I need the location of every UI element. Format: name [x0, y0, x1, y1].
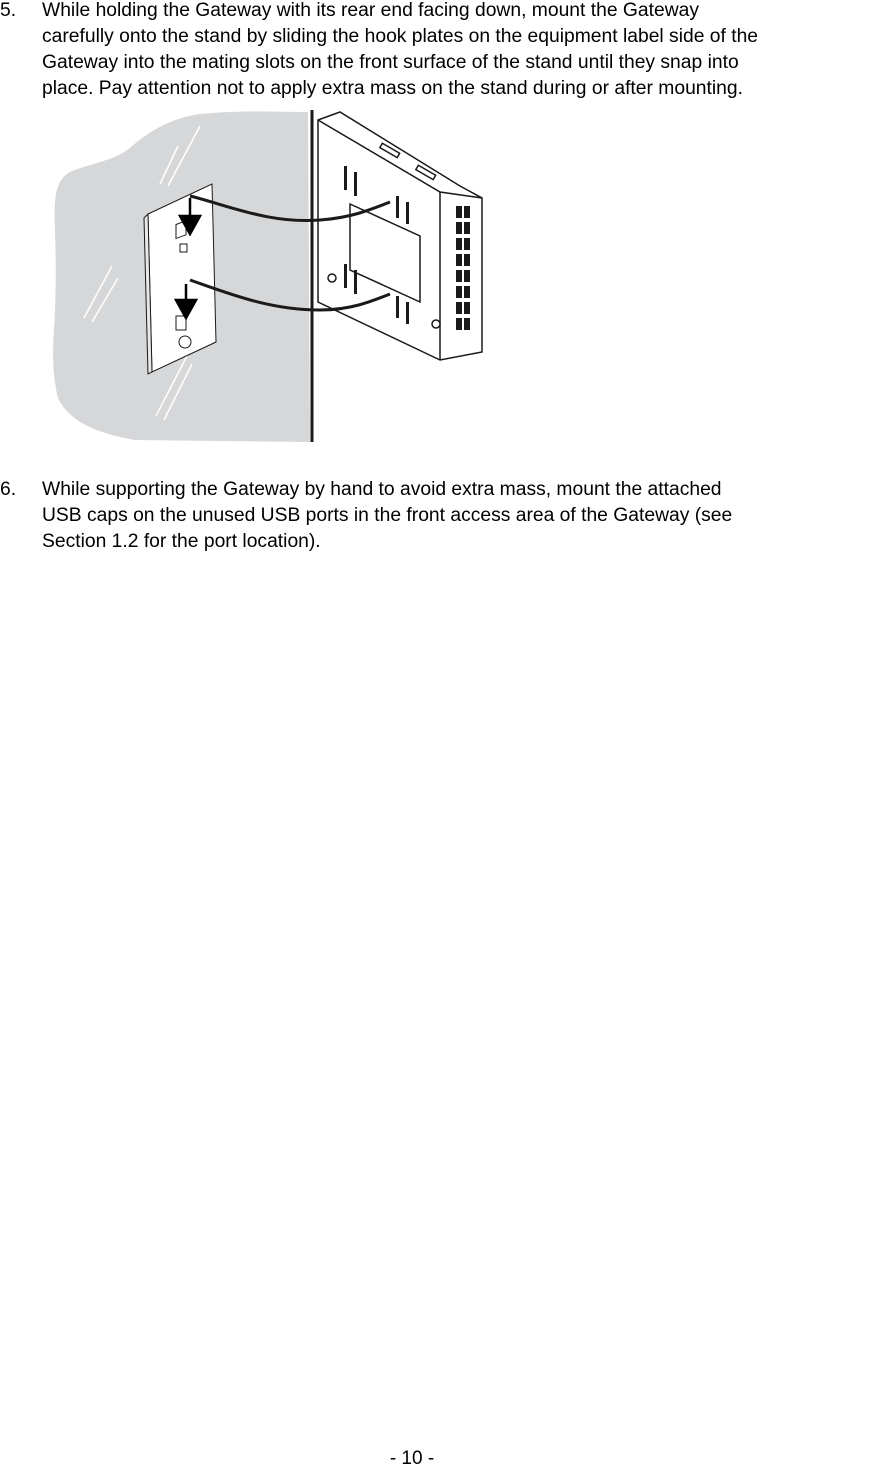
text-line: USB caps on the unused USB ports in the front access area of the Gateway (see: [42, 505, 733, 526]
step-5: [0, 0, 893, 108]
text-line: place. Pay attention not to apply extra mass on the stand during or after mounting.: [42, 78, 743, 99]
text-line: While holding the Gateway with its rear end facing down, mount the Gateway: [42, 0, 699, 21]
step-number: 6.: [0, 479, 17, 500]
text-line: Section 1.2 for the port location).: [42, 531, 321, 552]
stand-plate: [144, 184, 216, 374]
step-text: [42, 0, 893, 102]
step-text: [42, 477, 893, 555]
text-line: While supporting the Gateway by hand to avoid extra mass, mount the attached: [42, 479, 722, 500]
gateway-device: [318, 112, 482, 360]
step-number: 5.: [0, 0, 17, 21]
text-line: Gateway into the mating slots on the front surface of the stand until they snap into: [42, 52, 739, 73]
text-line: carefully onto the stand by sliding the hook plates on the equipment label side of the: [42, 26, 759, 47]
step-6: [0, 477, 893, 557]
page-number: - 10 -: [389, 1448, 435, 1469]
mounting-illustration: [40, 106, 500, 446]
